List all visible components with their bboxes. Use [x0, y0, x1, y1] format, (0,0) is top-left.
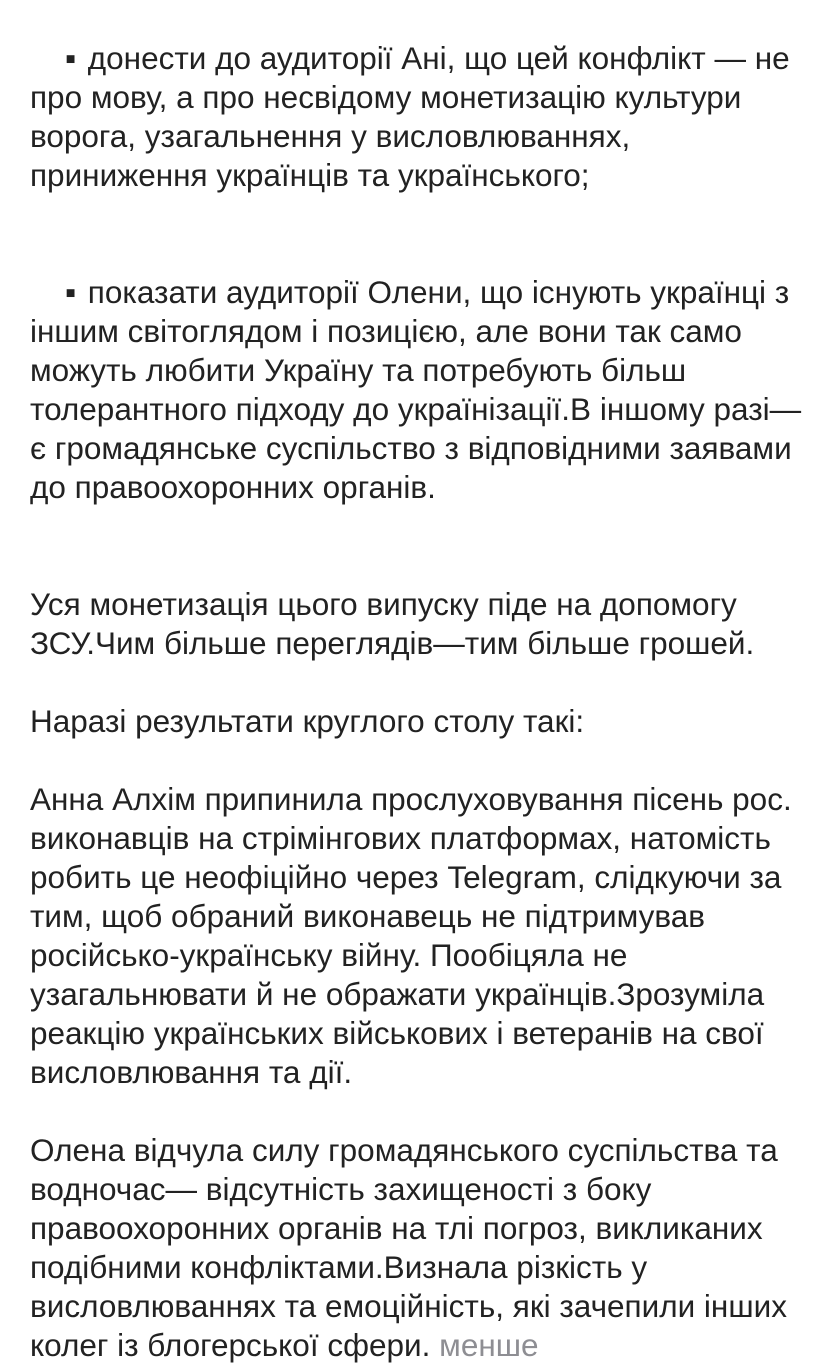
bullet-item	[30, 0, 805, 234]
bullet-icon: ▪	[65, 40, 77, 76]
show-less-link[interactable]: менше	[439, 1327, 539, 1363]
post-text	[30, 0, 810, 1365]
paragraph-olena-text: Олена відчула силу громадянського суспільства та водночас— відсутність захищеності з боку правоохоронних органів на тлі погроз, викликаних подібними конфліктами.Визнала різкість у висловлюваннях та емоційність, які зачепили інших колег із блогерської сфери.	[30, 1132, 796, 1363]
paragraph-results-intro: Наразі результати круглого столу такі:	[30, 703, 585, 739]
bullet-item	[30, 234, 810, 546]
paragraph-olena	[30, 1131, 805, 1365]
bullet-icon: ▪	[65, 274, 77, 310]
bullet-text: донести до аудиторії Ані, що цей конфлікт — не про мову, а про несвідому монетизацію культури ворога, узагальнення у висловлюваннях, приниження українців та українського;	[30, 40, 799, 193]
bullet-text: показати аудиторії Олени, що існують українці з іншим світоглядом і позицією, але вони так само можуть любити Україну та потребують більш толерантного підходу до українізації.В іншому разі— є громадянське суспільство з відповідними заявами до правоохоронних органів.	[30, 274, 810, 505]
paragraph-monetization: Уся монетизація цього випуску піде на допомогу ЗСУ.Чим більше переглядів—тим більше грошей.	[30, 586, 755, 661]
paragraph-anna: Анна Алхім припинила прослуховування пісень рос. виконавців на стрімінгових платформах, натомість робить це неофіційно через Telegram, слідкуючи за тим, щоб обраний виконавець не підтримував російсько-українську війну. Пообіцяла не узагальнювати й не ображати українців.Зрозуміла реакцію українських військових і ветеранів на свої висловлювання та дії.	[30, 781, 801, 1090]
